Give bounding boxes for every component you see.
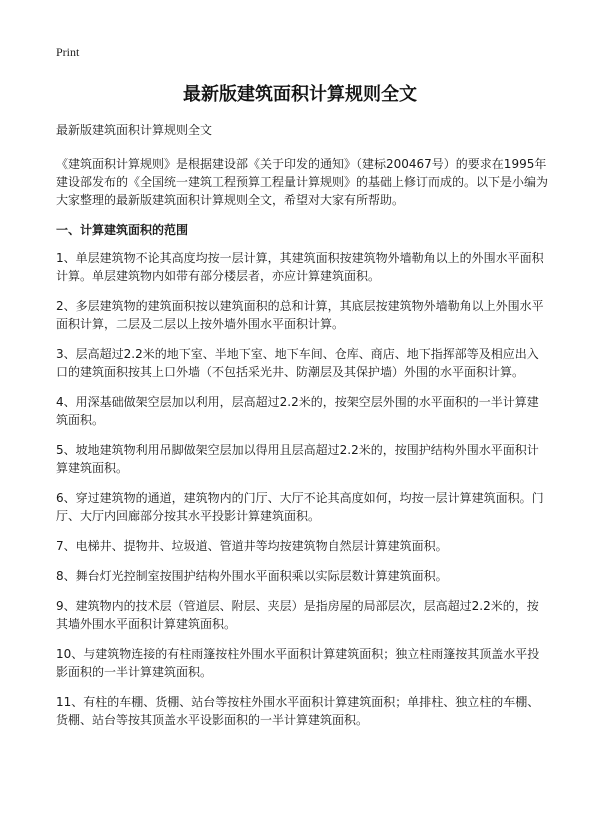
rule-item-6: 6、穿过建筑物的通道，建筑物内的门厅、大厅不论其高度如何，均按一层计算建筑面积。门厅、大厅内回廊部分按其水平投影计算建筑面积。: [56, 491, 544, 523]
rule-item-10: 10、与建筑物连接的有柱雨篷按柱外围水平面积计算建筑面积；独立柱雨篷按其顶盖水平投影面积的一半计算建筑面积。: [56, 647, 540, 679]
rule-item-9: 9、建筑物内的技术层（管道层、附层、夹层）是指房屋的局部层次，层高超过2.2米的，按其墙外围水平面积计算建筑面积。: [56, 599, 539, 631]
section-heading: 一、计算建筑面积的范围: [56, 223, 189, 237]
article-body: [56, 121, 548, 741]
print-link[interactable]: Print: [56, 45, 80, 59]
rule-item-5: 5、坡地建筑物利用吊脚做架空层加以得用且层高超过2.2米的，按围护结构外围水平面积计算建筑面积。: [56, 443, 539, 475]
intro-paragraph: 《建筑面积计算规则》是根据建设部《关于印发的通知》（建标200467号）的要求在1995年建设部发布的《全国统一建筑工程预算工程量计算规则》的基础上修订而成的。以下是小编为大家整理的最新版建筑面积计算规则全文，希望对大家有所帮助。: [56, 157, 549, 207]
rule-item-8: 8、舞台灯光控制室按围护结构外围水平面积乘以实际层数计算建筑面积。: [56, 569, 448, 583]
article-subtitle: 最新版建筑面积计算规则全文: [56, 123, 213, 137]
rule-item-4: 4、用深基础做架空层加以利用，层高超过2.2米的，按架空层外围的水平面积的一半计算建筑面积。: [56, 395, 539, 427]
page-title: 最新版建筑面积计算规则全文: [183, 84, 417, 105]
rule-item-11: 11、有柱的车棚、货棚、站台等按柱外围水平面积计算建筑面积；单排柱、独立柱的车棚、货棚、站台等按其顶盖水平设影面积的一半计算建筑面积。: [56, 695, 540, 727]
rule-item-7: 7、电梯井、提物井、垃圾道、管道井等均按建筑物自然层计算建筑面积。: [56, 539, 448, 553]
rule-item-1: 1、单层建筑物不论其高度均按一层计算，其建筑面积按建筑物外墙勒角以上的外围水平面积计算。单层建筑物内如带有部分楼层者，亦应计算建筑面积。: [56, 251, 544, 283]
rule-item-3: 3、层高超过2.2米的地下室、半地下室、地下车间、仓库、商店、地下指挥部等及相应出入口的建筑面积按其上口外墙（不包括采光井、防潮层及其保护墙）外围的水平面积计算。: [56, 347, 539, 379]
rule-item-2: 2、多层建筑物的建筑面积按以建筑面积的总和计算，其底层按建筑物外墙勒角以上外围水平面积计算，二层及二层以上按外墙外围水平面积计算。: [56, 299, 544, 331]
